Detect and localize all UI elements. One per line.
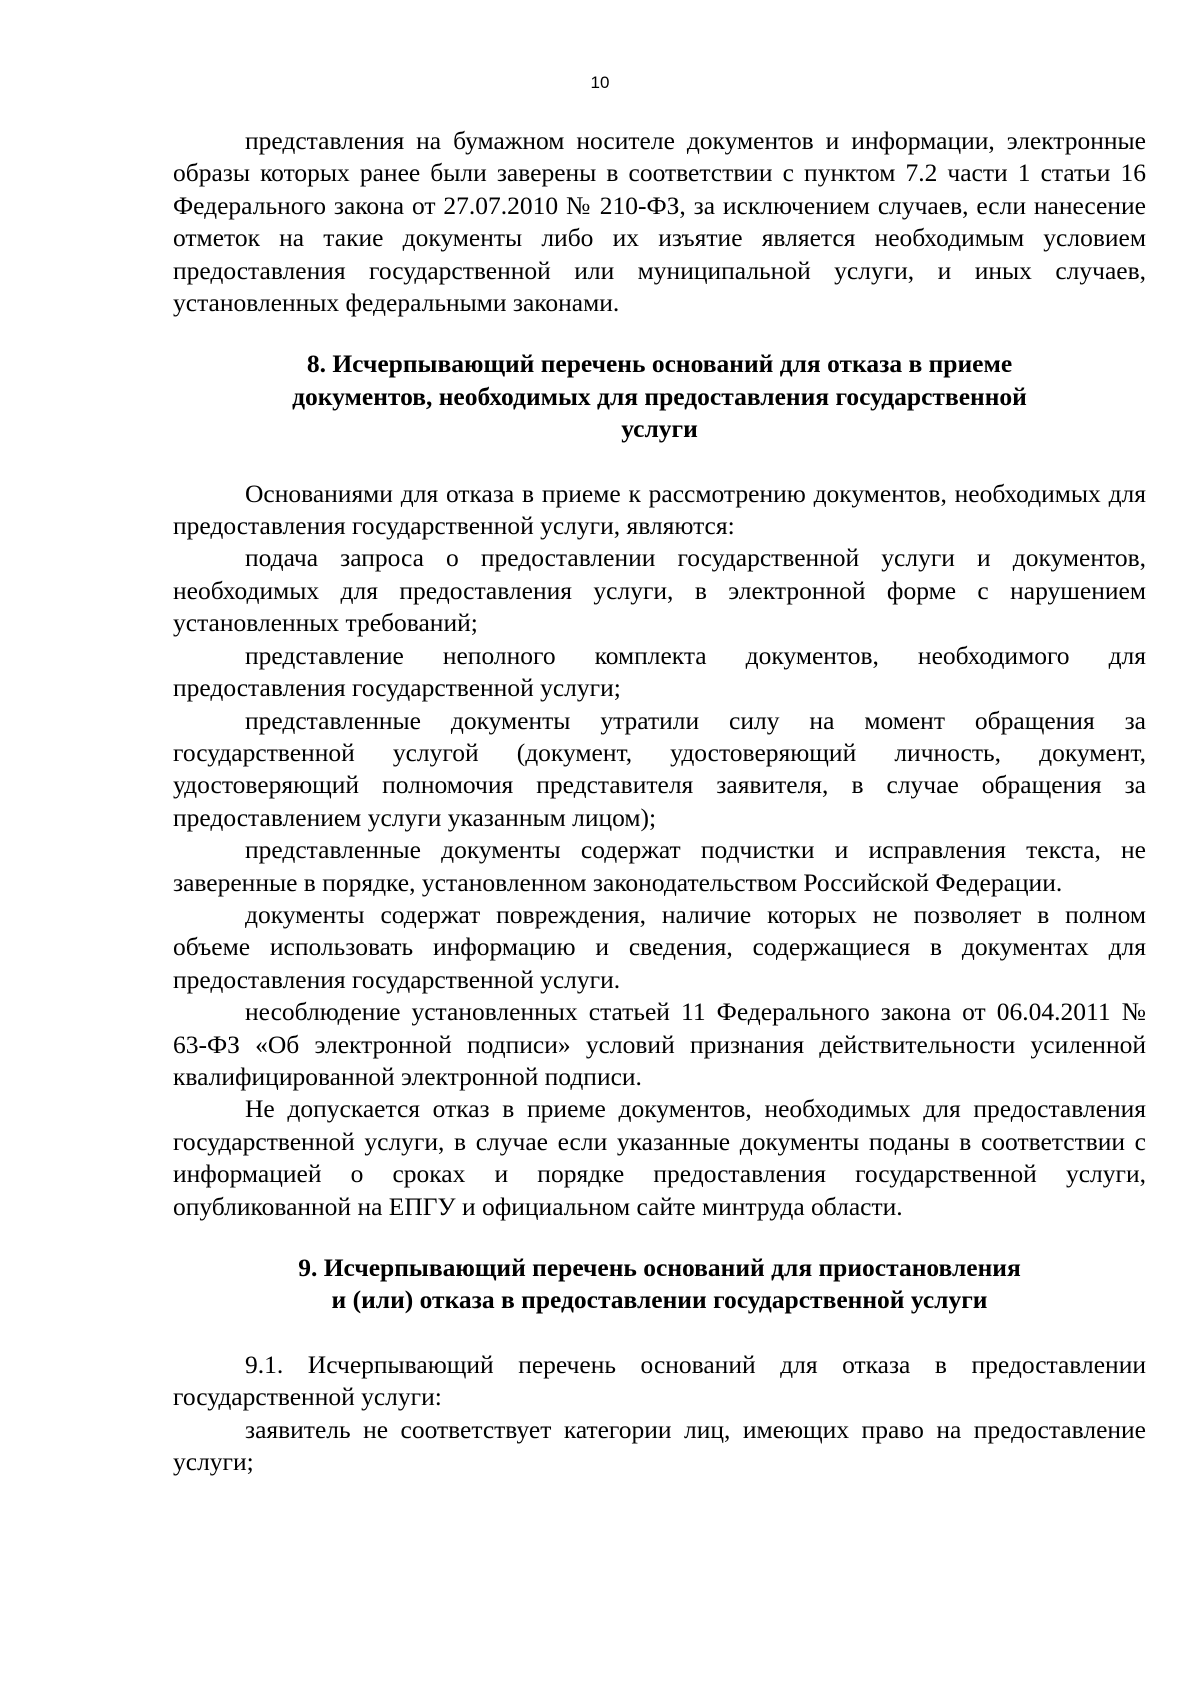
section-8-paragraph: Основаниями для отказа в приеме к рассмотрению документов, необходимых для предоставления государственной услуги, являются: (173, 478, 1146, 541)
section-8-paragraph: документы содержат повреждения, наличие которых не позволяет в полном объеме использовать информацию и сведения, содержащиеся в документах для предоставления государственной услуги. (173, 899, 1146, 994)
section-8-heading-line-1: 8. Исчерпывающий перечень оснований для отказа в приеме (306, 349, 1013, 379)
section-9-paragraph: заявитель не соответствует категории лиц, имеющих право на предоставление услуги; (173, 1414, 1146, 1477)
paragraph-continuation: представления на бумажном носителе документов и информации, электронные образы которых ранее были заверены в соответствии с пунктом 7.2 части 1 статьи 16 Федерального закона от 27.07.2010 № 210-ФЗ, за исключением случаев, если нанесение отметок на такие документы либо их изъятие является необходимым условием предоставления государственной или муниципальной услуги, и иных случаев, установленных федеральными законами. (173, 126, 1146, 318)
section-8-paragraph: несоблюдение установленных статьей 11 Федерального закона от 06.04.2011 № 63-ФЗ «Об электронной подписи» условий признания действительности усиленной квалифицированной электронной подписи. (173, 997, 1146, 1091)
section-8-heading-line-3: услуги (621, 414, 698, 444)
section-8-paragraph: Не допускается отказ в приеме документов, необходимых для предоставления государственной услуги, в случае если указанные документы поданы в соответствии с информацией о сроках и порядке предоставления государственной услуги, опубликованной на ЕПГУ и официальном сайте минтруда области. (173, 1094, 1146, 1221)
section-9-body (173, 1349, 1146, 1479)
section-9-paragraph: 9.1. Исчерпывающий перечень оснований для отказа в предоставлении государственной услуги: (173, 1349, 1146, 1412)
section-8-heading-line-2: документов, необходимых для предоставления государственной (292, 381, 1027, 411)
section-8-heading (173, 348, 1146, 445)
section-9-heading (173, 1252, 1146, 1317)
page-number: 10 (590, 73, 610, 92)
section-8-body (173, 478, 1146, 1223)
section-9-heading-line-2: и (или) отказа в предоставлении государственной услуги (331, 1285, 988, 1315)
section-8-paragraph: представление неполного комплекта документов, необходимого для предоставления государственной услуги; (173, 640, 1146, 703)
section-8-paragraph: представленные документы содержат подчистки и исправления текста, не заверенные в порядке, установленном законодательством Российской Федерации. (173, 835, 1146, 897)
section-8-paragraph: представленные документы утратили силу на момент обращения за государственной услугой (документ, удостоверяющий личность, документ, удостоверяющий полномочия представителя заявителя, в случае обращения за предоставлением услуги указанным лицом); (173, 705, 1146, 832)
section-8-paragraph: подача запроса о предоставлении государственной услуги и документов, необходимых для предоставления услуги, в электронной форме с нарушением установленных требований; (173, 543, 1146, 638)
document-body (173, 125, 1146, 1478)
section-9-heading-line-1: 9. Исчерпывающий перечень оснований для приостановления (298, 1253, 1021, 1282)
